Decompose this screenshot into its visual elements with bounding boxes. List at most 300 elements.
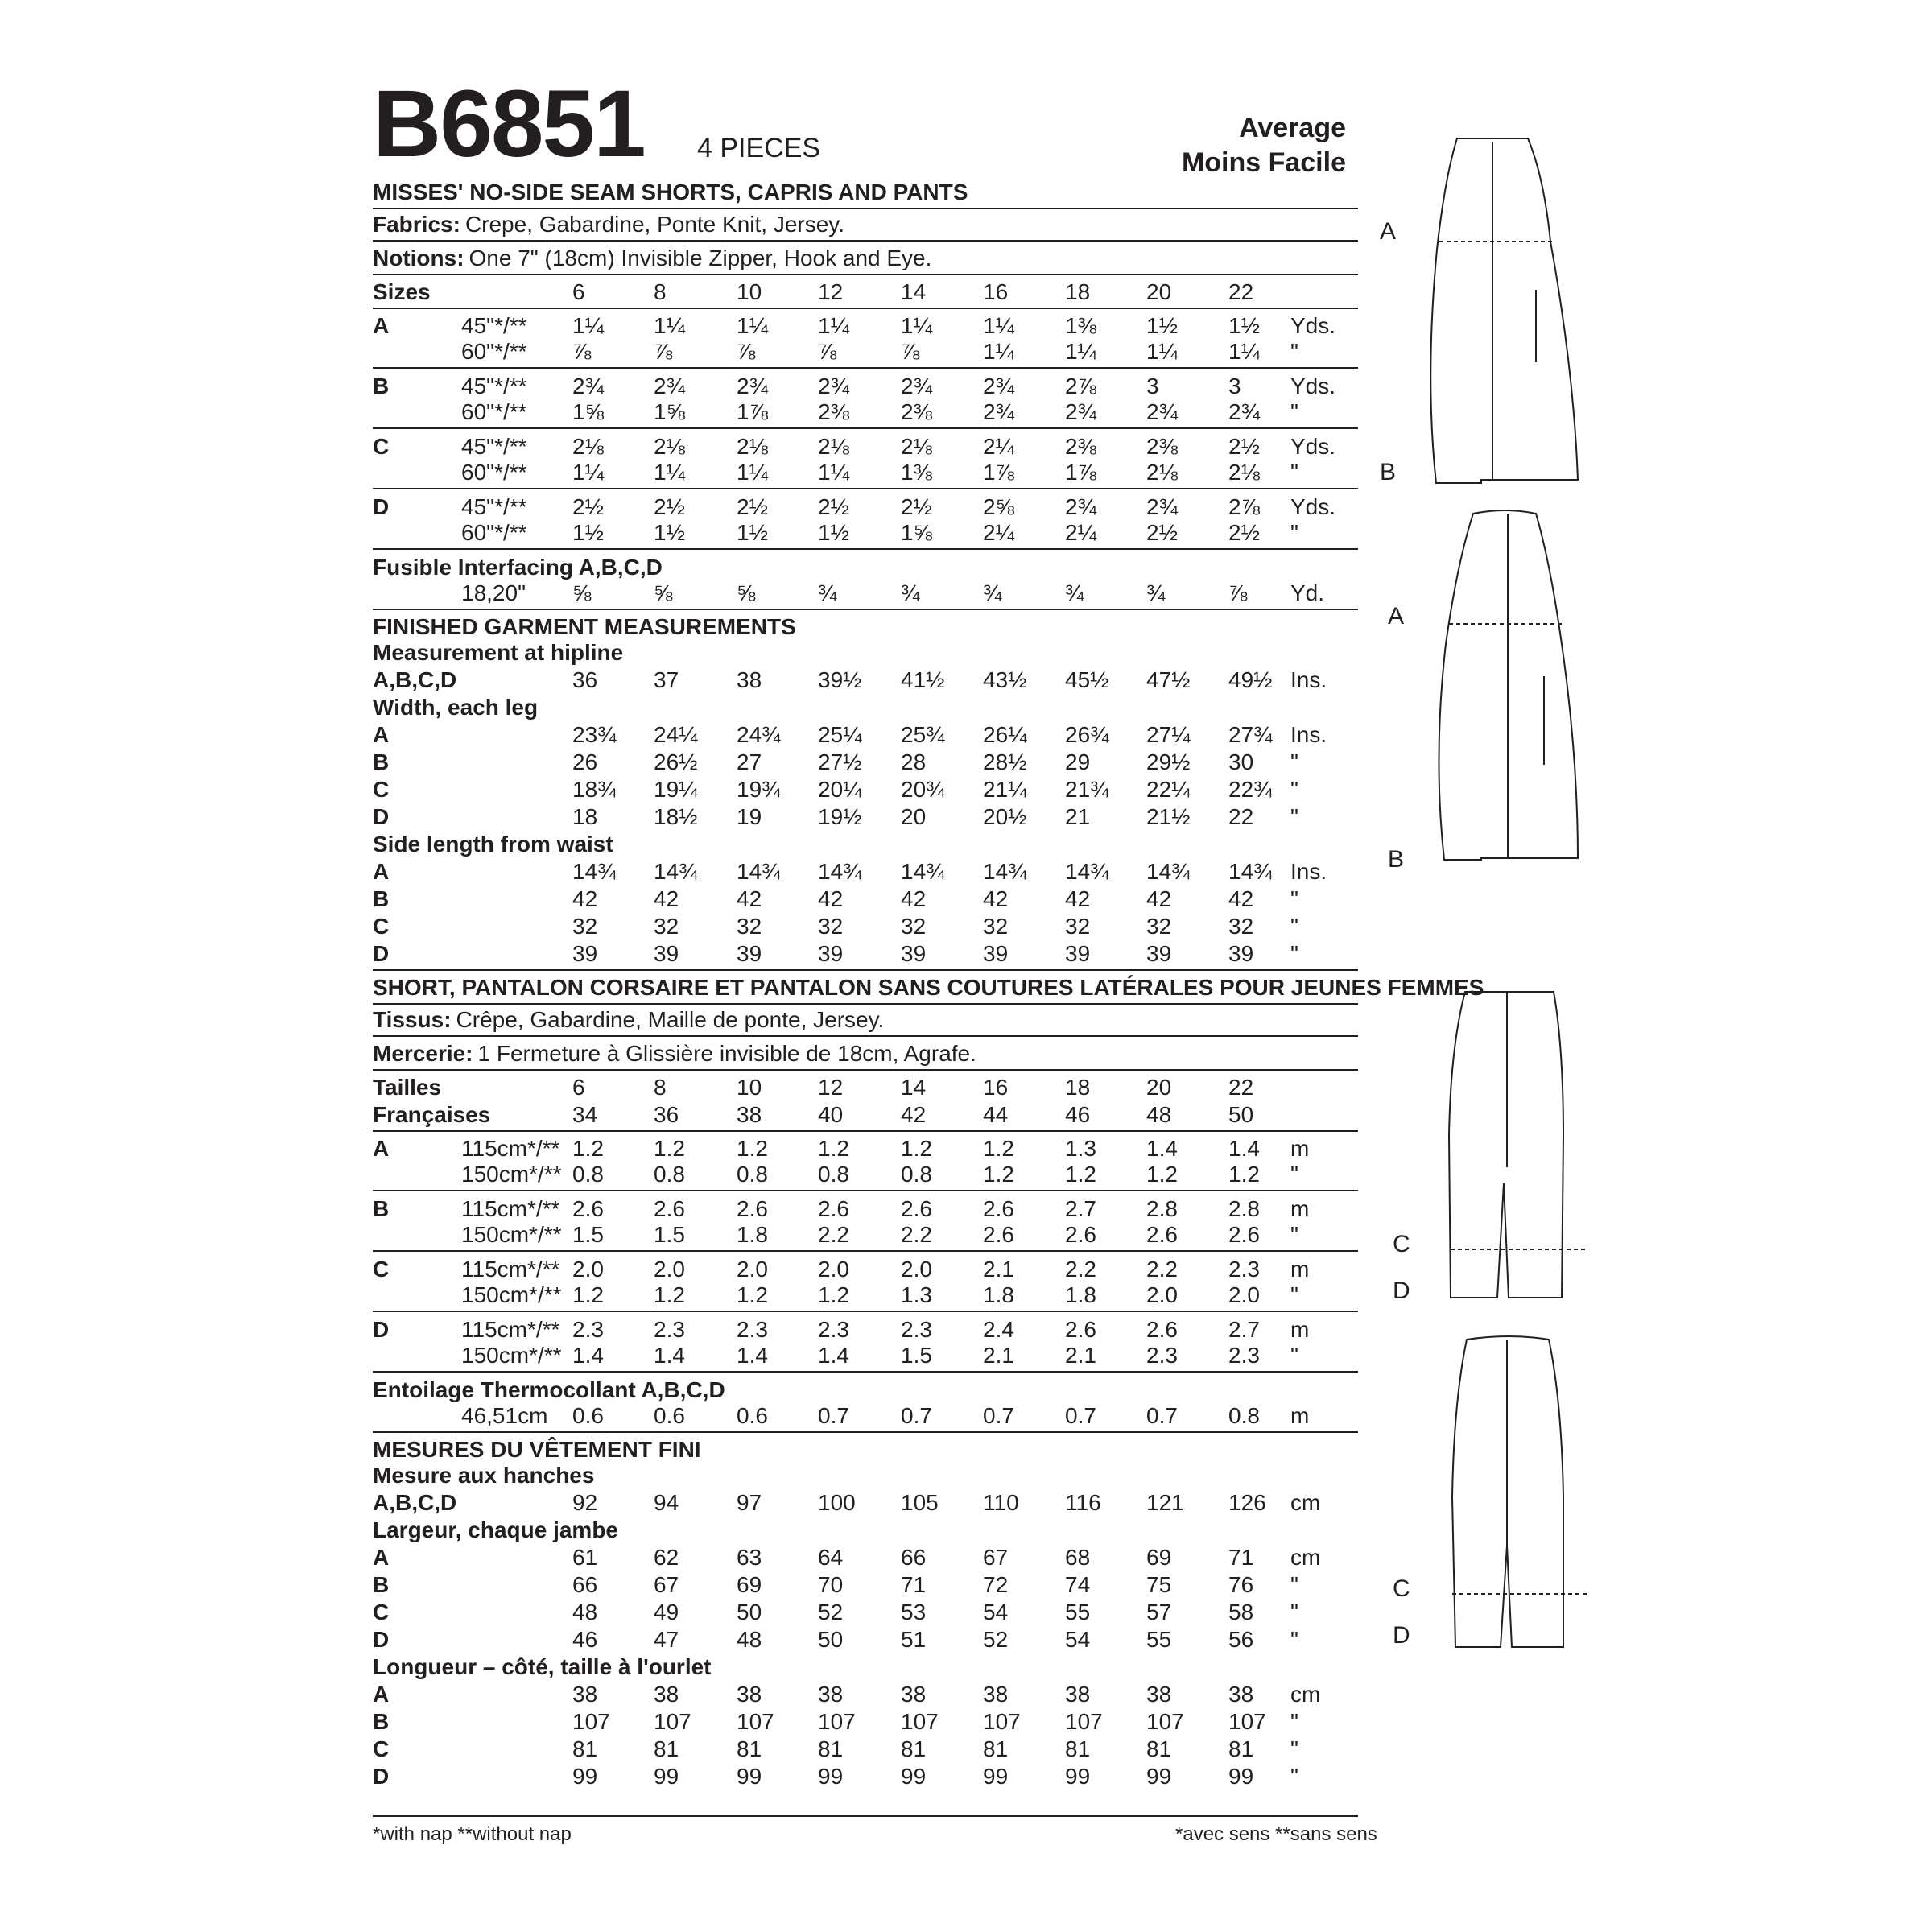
illustration-label-c-2: C (1393, 1575, 1410, 1602)
cell-value: 2½ (1228, 520, 1260, 545)
fabric-width: 150cm*/** (461, 1282, 562, 1307)
interfacing-label: Fusible Interfacing A,B,C,D (373, 555, 663, 580)
en-yardage-b-row1 (373, 373, 1364, 400)
cell-value: 1.4 (654, 1343, 685, 1368)
cell-value: 2.6 (1228, 1222, 1260, 1247)
cell-value: 2¾ (1146, 494, 1178, 519)
cell-value: 37 (654, 667, 679, 692)
cell-value: 2¾ (818, 374, 849, 398)
cell-value: 2½ (901, 494, 932, 519)
unit-label: " (1290, 1282, 1298, 1307)
cell-value: 1¼ (1228, 339, 1260, 364)
cell-value: 42 (572, 886, 598, 911)
cell-value: 2.6 (737, 1196, 768, 1221)
cell-value: 14¾ (1065, 859, 1109, 884)
en-side-row (373, 858, 1364, 886)
row-view-label: B (373, 886, 390, 911)
cell-value: 38 (1065, 1682, 1091, 1707)
cell-value: 99 (901, 1764, 927, 1789)
cell-value: 26¾ (1065, 722, 1109, 747)
cell-value: 0.7 (901, 1403, 932, 1428)
cell-value: 47½ (1146, 667, 1191, 692)
cell-value: 18¾ (572, 777, 617, 802)
fr-side-row (373, 1736, 1364, 1763)
size-header: 6 (572, 1075, 585, 1100)
fabric-width: 60"*/** (461, 339, 527, 364)
cell-value: 19¾ (737, 777, 781, 802)
cell-value: 39 (901, 941, 927, 966)
cell-value: 99 (654, 1764, 679, 1789)
cell-value: 1.2 (983, 1162, 1014, 1187)
cell-value: 2¾ (983, 374, 1014, 398)
fr-yardage-a-row2 (373, 1161, 1364, 1188)
cell-value: 14¾ (1228, 859, 1273, 884)
fr-yardage-b-row2 (373, 1221, 1364, 1249)
footer-nap-legend-fr: *avec sens **sans sens (1175, 1823, 1377, 1845)
cell-value: 2¾ (1065, 494, 1096, 519)
cell-value: 39 (1065, 941, 1091, 966)
cell-value: 62 (654, 1545, 679, 1570)
unit-label: " (1290, 1343, 1298, 1368)
fr-interfacing-divider (373, 1431, 1358, 1433)
cell-value: 42 (1065, 886, 1091, 911)
cell-value: 100 (818, 1490, 856, 1515)
row-view-label: C (373, 1736, 390, 1761)
cell-value: 1½ (1228, 313, 1260, 338)
cell-value: 1.5 (654, 1222, 685, 1247)
cell-value: 1.2 (737, 1136, 768, 1161)
cell-value: 29 (1065, 749, 1091, 774)
cell-value: 107 (901, 1709, 939, 1734)
cell-value: 2¾ (983, 399, 1014, 424)
cell-value: 3 (1146, 374, 1159, 398)
unit-label: " (1290, 777, 1298, 802)
cell-value: 107 (737, 1709, 774, 1734)
unit-label: " (1290, 1222, 1298, 1247)
french-size-header: 48 (1146, 1102, 1172, 1127)
view-c-d-slim-pants-front-icon (1449, 992, 1587, 1298)
cell-value: 0.8 (1228, 1403, 1260, 1428)
cell-value: 14¾ (983, 859, 1027, 884)
unit-label: cm (1290, 1545, 1321, 1570)
row-view-label: B (373, 1709, 390, 1734)
unit-label: m (1290, 1136, 1310, 1161)
fr-yardage-b-row1 (373, 1195, 1364, 1223)
fabric-width: 150cm*/** (461, 1343, 562, 1368)
cell-value: 2.6 (983, 1196, 1014, 1221)
view-a-b-wide-pants-front-icon (1430, 138, 1578, 483)
cell-value: 1.4 (737, 1343, 768, 1368)
en-notions-divider (373, 274, 1358, 275)
cell-value: 42 (654, 886, 679, 911)
cell-value: 18 (572, 804, 598, 829)
size-header: 8 (654, 1075, 667, 1100)
cell-value: 0.7 (983, 1403, 1014, 1428)
cell-value: 54 (1065, 1627, 1091, 1652)
row-view-label: D (373, 1317, 390, 1342)
sizes-label: Sizes (373, 279, 431, 304)
cell-value: 21¾ (1065, 777, 1109, 802)
cell-value: 1¼ (818, 313, 849, 338)
cell-value: 99 (983, 1764, 1009, 1789)
unit-label: " (1290, 804, 1298, 829)
cell-value: 2½ (818, 494, 849, 519)
cell-value: 2⅜ (818, 399, 849, 424)
cell-value: 0.7 (1065, 1403, 1096, 1428)
cell-value: 18½ (654, 804, 698, 829)
unit-label: " (1290, 1736, 1298, 1761)
cell-value: 81 (654, 1736, 679, 1761)
row-view-label: A (373, 1545, 390, 1570)
fr-yardage-a-row1 (373, 1135, 1364, 1162)
view-illustrations (1377, 129, 1682, 1674)
cell-value: 0.7 (1146, 1403, 1178, 1428)
cell-value: 99 (1228, 1764, 1254, 1789)
footer-nap-legend-en: *with nap **without nap (373, 1823, 572, 1845)
cell-value: 2¾ (654, 374, 685, 398)
cell-value: 126 (1228, 1490, 1266, 1515)
cell-value: 20 (901, 804, 927, 829)
cell-value: 1.2 (901, 1136, 932, 1161)
cell-value: 32 (818, 914, 844, 939)
fr-title-divider (373, 1003, 1358, 1005)
cell-value: 39 (654, 941, 679, 966)
cell-value: 23¾ (572, 722, 617, 747)
illustration-label-d-2: D (1393, 1622, 1410, 1649)
size-header: 22 (1228, 1075, 1254, 1100)
cell-value: 67 (983, 1545, 1009, 1570)
cell-value: 2.6 (1146, 1222, 1178, 1247)
cell-value: 2⅛ (654, 434, 685, 459)
cell-value: 0.6 (572, 1403, 604, 1428)
fabric-width: 115cm*/** (461, 1317, 560, 1342)
row-view-label: D (373, 494, 390, 519)
en-title-divider (373, 208, 1358, 209)
fr-yardage-d-row1 (373, 1316, 1364, 1344)
unit-label: m (1290, 1196, 1310, 1221)
en-width-row (373, 803, 1364, 831)
en-notions-text: One 7" (18cm) Invisible Zipper, Hook and Eye. (469, 246, 932, 270)
cell-value: 1.4 (818, 1343, 849, 1368)
cell-value: 22 (1228, 804, 1254, 829)
fr-fabrics-divider (373, 1035, 1358, 1037)
cell-value: 1¼ (901, 313, 932, 338)
en-fabrics-divider (373, 240, 1358, 242)
cell-value: 42 (818, 886, 844, 911)
cell-value: 48 (737, 1627, 762, 1652)
cell-value: 81 (1228, 1736, 1254, 1761)
cell-value: 32 (1228, 914, 1254, 939)
cell-value: 2⅛ (1146, 460, 1178, 485)
cell-value: 21½ (1146, 804, 1191, 829)
unit-label: Yds. (1290, 313, 1336, 338)
french-sizes-label: Françaises (373, 1102, 491, 1127)
cell-value: 71 (1228, 1545, 1254, 1570)
cell-value: 2.6 (983, 1222, 1014, 1247)
unit-label: " (1290, 1764, 1298, 1789)
cell-value: 76 (1228, 1572, 1254, 1597)
hip-label: Measurement at hipline (373, 640, 624, 665)
cell-value: 1½ (818, 520, 849, 545)
cell-value: 1.8 (737, 1222, 768, 1247)
unit-label: " (1290, 1627, 1298, 1652)
cell-value: 55 (1065, 1600, 1091, 1624)
cell-value: 1⅜ (1065, 313, 1096, 338)
cell-value: 38 (737, 1682, 762, 1707)
cell-value: 2.8 (1146, 1196, 1178, 1221)
size-header: 6 (572, 279, 585, 304)
cell-value: 0.6 (654, 1403, 685, 1428)
en-width-row (373, 721, 1364, 749)
cell-value: ⅞ (818, 339, 837, 364)
cell-value: ⅞ (572, 339, 592, 364)
row-view-label: A,B,C,D (373, 667, 457, 692)
width-label: Largeur, chaque jambe (373, 1517, 618, 1542)
cell-value: 1.5 (901, 1343, 932, 1368)
row-view-label: C (373, 1257, 390, 1282)
cell-value: 53 (901, 1600, 927, 1624)
cell-value: 46 (572, 1627, 598, 1652)
row-view-label: A (373, 1682, 390, 1707)
interfacing-label: Entoilage Thermocollant A,B,C,D (373, 1377, 725, 1402)
en-yardage-d-row1 (373, 493, 1364, 521)
unit-label: " (1290, 1572, 1298, 1597)
cell-value: 2⅛ (1228, 460, 1260, 485)
french-size-header: 34 (572, 1102, 598, 1127)
row-view-label: B (373, 1196, 390, 1221)
cell-value: 2.0 (901, 1257, 932, 1282)
fr-hip-row (373, 1489, 1364, 1517)
cell-value: 1.2 (572, 1282, 604, 1307)
illustration-label-b-1: B (1380, 459, 1397, 485)
row-view-label: D (373, 941, 390, 966)
cell-value: 1.2 (572, 1136, 604, 1161)
side-length-label: Longueur – côté, taille à l'ourlet (373, 1654, 712, 1679)
cell-value: 1.2 (1065, 1162, 1096, 1187)
unit-label: Ins. (1290, 859, 1327, 884)
cell-value: 2.0 (818, 1257, 849, 1282)
en-notions (373, 245, 1364, 272)
size-header: 22 (1228, 279, 1254, 304)
unit-label: m (1290, 1317, 1310, 1342)
row-view-label: D (373, 804, 390, 829)
cell-value: 2⅛ (737, 434, 768, 459)
cell-value: 1¼ (983, 313, 1014, 338)
cell-value: 2.2 (1146, 1257, 1178, 1282)
fabric-width: 46,51cm (461, 1403, 548, 1428)
cell-value: 1.2 (818, 1282, 849, 1307)
cell-value: 94 (654, 1490, 679, 1515)
cell-value: 39 (1228, 941, 1254, 966)
size-header: 10 (737, 279, 762, 304)
cell-value: 52 (983, 1627, 1009, 1652)
row-view-label: A (373, 859, 390, 884)
cell-value: 24¼ (654, 722, 698, 747)
en-side-row (373, 886, 1364, 913)
fr-yardage-divider (373, 1250, 1358, 1252)
cell-value: 1.2 (654, 1282, 685, 1307)
size-header: 16 (983, 1075, 1009, 1100)
en-width-row (373, 776, 1364, 803)
row-view-label: C (373, 434, 390, 459)
cell-value: 81 (983, 1736, 1009, 1761)
cell-value: 107 (983, 1709, 1021, 1734)
en-yardage-b-row2 (373, 398, 1364, 426)
cell-value: 2.6 (901, 1196, 932, 1221)
size-header: 16 (983, 279, 1009, 304)
fr-width-label (373, 1517, 1364, 1544)
hip-label: Mesure aux hanches (373, 1463, 595, 1488)
cell-value: 32 (1065, 914, 1091, 939)
cell-value: 2⅝ (983, 494, 1014, 519)
cell-value: 38 (818, 1682, 844, 1707)
cell-value: 2.6 (818, 1196, 849, 1221)
cell-value: 38 (1146, 1682, 1172, 1707)
cell-value: 19½ (818, 804, 862, 829)
en-yardage-divider (373, 367, 1358, 369)
cell-value: 70 (818, 1572, 844, 1597)
unit-label: " (1290, 749, 1298, 774)
pattern-number: B6851 (373, 71, 645, 177)
fabric-width: 115cm*/** (461, 1196, 560, 1221)
en-hip-row (373, 667, 1364, 694)
cell-value: 107 (1228, 1709, 1266, 1734)
en-yardage-divider (373, 427, 1358, 429)
cell-value: ⅞ (1228, 580, 1248, 605)
en-fabrics-text: Crepe, Gabardine, Ponte Knit, Jersey. (464, 212, 845, 237)
cell-value: 2.8 (1228, 1196, 1260, 1221)
illustration-label-c-1: C (1393, 1231, 1410, 1257)
cell-value: 45½ (1065, 667, 1109, 692)
cell-value: 2½ (1146, 520, 1178, 545)
cell-value: 28½ (983, 749, 1027, 774)
unit-label: " (1290, 460, 1298, 485)
cell-value: 1⅜ (901, 460, 932, 485)
cell-value: 2¼ (983, 434, 1014, 459)
french-size-header: 44 (983, 1102, 1009, 1127)
cell-value: 2⅛ (901, 434, 932, 459)
cell-value: 2.3 (1146, 1343, 1178, 1368)
cell-value: 1.8 (1065, 1282, 1096, 1307)
cell-value: 63 (737, 1545, 762, 1570)
cell-value: 1¼ (818, 460, 849, 485)
cell-value: 2¼ (983, 520, 1014, 545)
cell-value: 50 (737, 1600, 762, 1624)
cell-value: 2.0 (737, 1257, 768, 1282)
cell-value: 1.2 (1228, 1162, 1260, 1187)
cell-value: 2.3 (901, 1317, 932, 1342)
cell-value: 49½ (1228, 667, 1273, 692)
cell-value: 0.6 (737, 1403, 768, 1428)
cell-value: 2.3 (654, 1317, 685, 1342)
row-view-label: B (373, 749, 390, 774)
unit-label: " (1290, 1600, 1298, 1624)
cell-value: 121 (1146, 1490, 1184, 1515)
cell-value: 41½ (901, 667, 945, 692)
unit-label: cm (1290, 1490, 1321, 1515)
cell-value: 81 (1065, 1736, 1091, 1761)
cell-value: 107 (572, 1709, 610, 1734)
view-a-b-wide-pants-back-icon (1439, 510, 1578, 860)
cell-value: 55 (1146, 1627, 1172, 1652)
cell-value: 2.7 (1228, 1317, 1260, 1342)
cell-value: 2⅜ (1146, 434, 1178, 459)
en-notions-label: Notions: (373, 246, 464, 270)
cell-value: 1.8 (983, 1282, 1014, 1307)
fr-side-label (373, 1653, 1364, 1681)
fr-side-row (373, 1708, 1364, 1736)
unit-label: m (1290, 1257, 1310, 1282)
cell-value: 38 (737, 667, 762, 692)
fr-yardage-divider (373, 1371, 1358, 1373)
difficulty-en: Average (1239, 113, 1346, 143)
cell-value: 38 (1228, 1682, 1254, 1707)
row-view-label: A (373, 313, 390, 338)
cell-value: 2.7 (1065, 1196, 1096, 1221)
en-title-text: MISSES' NO-SIDE SEAM SHORTS, CAPRIS AND PANTS (373, 180, 968, 204)
en-title (373, 179, 1364, 206)
cell-value: 105 (901, 1490, 939, 1515)
fr-side-row (373, 1681, 1364, 1708)
cell-value: ¾ (818, 580, 837, 605)
unit-label: " (1290, 914, 1298, 939)
cell-value: 71 (901, 1572, 927, 1597)
cell-value: 42 (901, 886, 927, 911)
cell-value: 81 (901, 1736, 927, 1761)
finished-title: MESURES DU VÊTEMENT FINI (373, 1437, 701, 1462)
cell-value: 99 (737, 1764, 762, 1789)
en-finished-title (373, 613, 1364, 641)
cell-value: 2.3 (1228, 1343, 1260, 1368)
cell-value: 47 (654, 1627, 679, 1652)
cell-value: 1.3 (901, 1282, 932, 1307)
fabric-width: 60"*/** (461, 399, 527, 424)
illustration-label-b-2: B (1388, 846, 1405, 873)
cell-value: 1.2 (983, 1136, 1014, 1161)
fr-french-sizes-row (373, 1101, 1364, 1129)
unit-label: " (1290, 1162, 1298, 1187)
cell-value: 1¼ (572, 460, 604, 485)
cell-value: 2.6 (572, 1196, 604, 1221)
cell-value: 97 (737, 1490, 762, 1515)
french-size-header: 40 (818, 1102, 844, 1127)
cell-value: 81 (818, 1736, 844, 1761)
cell-value: 32 (654, 914, 679, 939)
french-size-header: 46 (1065, 1102, 1091, 1127)
cell-value: 0.8 (818, 1162, 849, 1187)
cell-value: 81 (572, 1736, 598, 1761)
cell-value: 25¼ (818, 722, 862, 747)
fr-yardage-c-row2 (373, 1282, 1364, 1309)
fr-width-row (373, 1599, 1364, 1626)
fr-fabrics-label: Tissus: (373, 1007, 452, 1032)
cell-value: 2¾ (737, 374, 768, 398)
cell-value: 69 (737, 1572, 762, 1597)
fabric-width: 60"*/** (461, 460, 527, 485)
cell-value: 2.6 (1065, 1317, 1096, 1342)
fabric-width: 150cm*/** (461, 1162, 562, 1187)
cell-value: 1⅝ (901, 520, 932, 545)
cell-value: 2.1 (983, 1257, 1014, 1282)
cell-value: 107 (818, 1709, 856, 1734)
fr-yardage-d-row2 (373, 1342, 1364, 1369)
cell-value: 2¾ (1065, 399, 1096, 424)
cell-value: 2.2 (1065, 1257, 1096, 1282)
cell-value: 2⅞ (1228, 494, 1260, 519)
row-view-label: C (373, 1600, 390, 1624)
cell-value: 27¾ (1228, 722, 1273, 747)
difficulty-fr: Moins Facile (1181, 147, 1346, 178)
